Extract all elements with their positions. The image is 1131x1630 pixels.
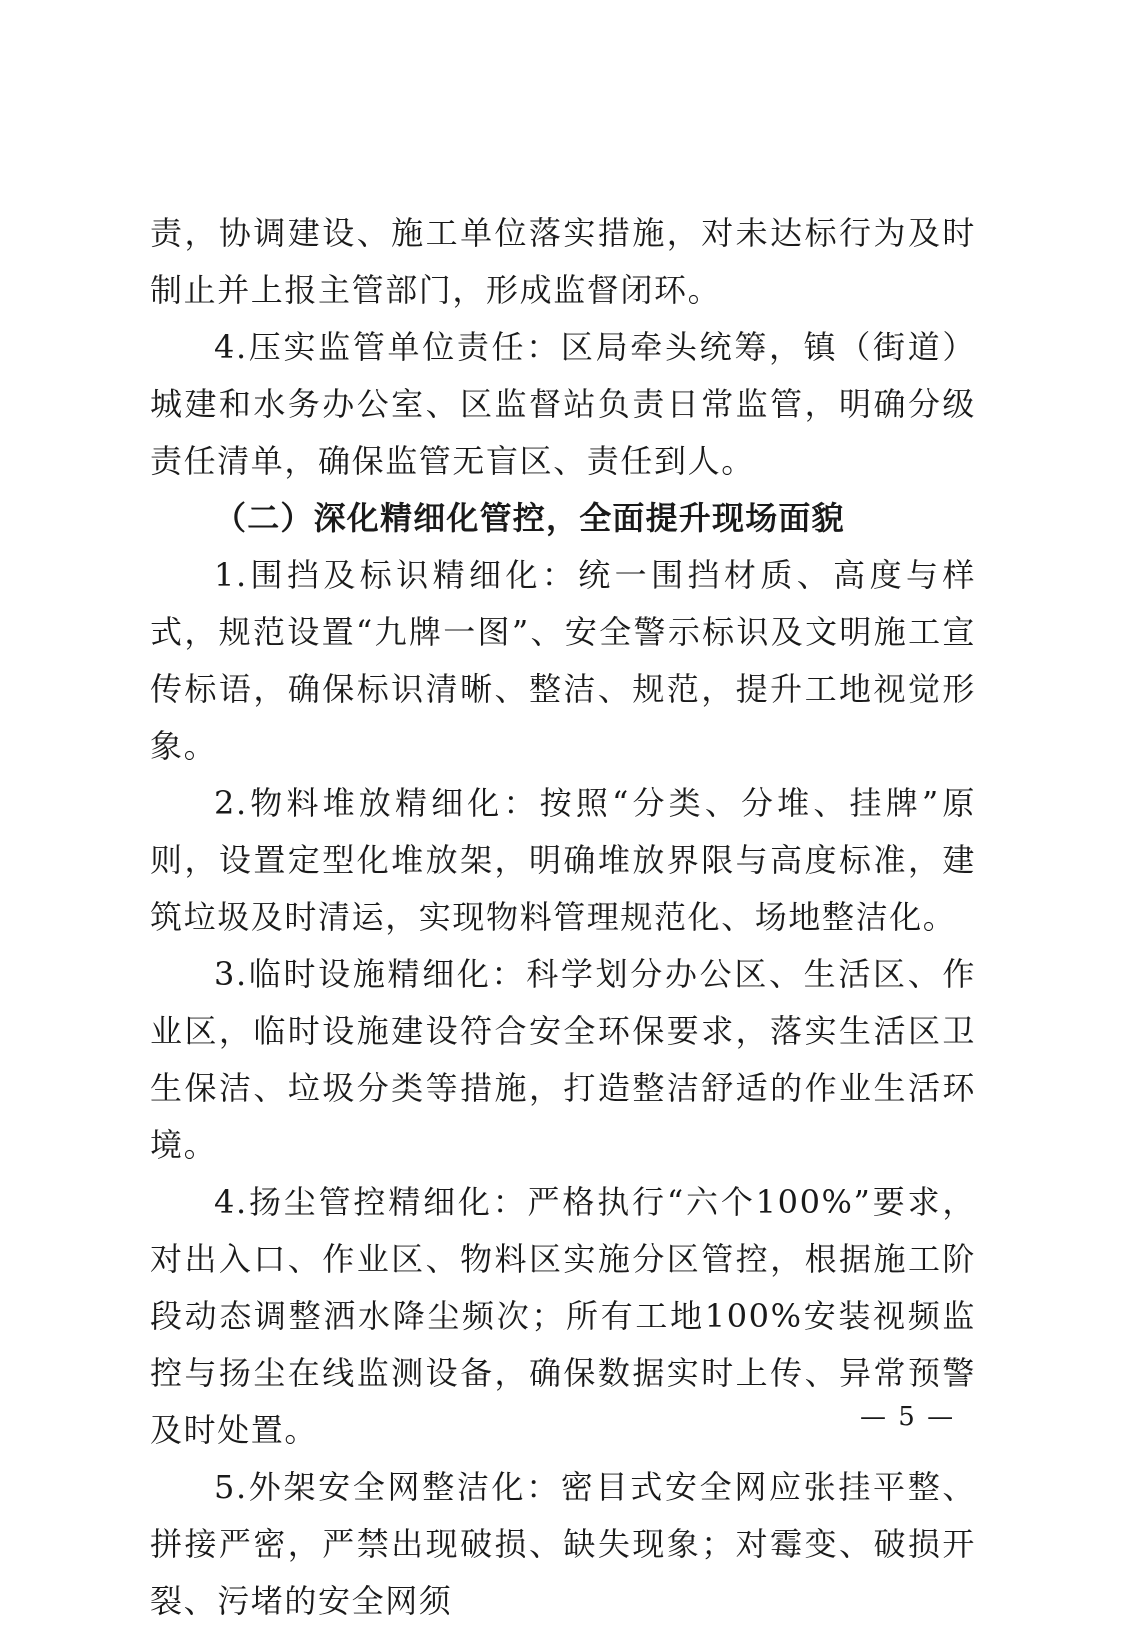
paragraph-safety-net: 5.外架安全网整洁化：密目式安全网应张挂平整、拼接严密，严禁出现破损、缺失现象；对霉变、破损开裂、污堵的安全网须 xyxy=(150,1468,976,1620)
section-heading: （二）深化精细化管控，全面提升现场面貌 xyxy=(214,499,845,537)
paragraph-material-stacking: 2.物料堆放精细化：按照“分类、分堆、挂牌”原则，设置定型化堆放架，明确堆放界限与高度标准，建筑垃圾及时清运，实现物料管理规范化、场地整洁化。 xyxy=(150,784,976,936)
paragraph-dust-control: 4.扬尘管控精细化：严格执行“六个100%”要求，对出入口、作业区、物料区实施分区管控，根据施工阶段动态调整洒水降尘频次；所有工地100%安装视频监控与扬尘在线监测设备，确保数据实时上传、异常预警及时处置。 xyxy=(150,1183,976,1449)
paragraph-hoarding-signage: 1.围挡及标识精细化：统一围挡材质、高度与样式，规范设置“九牌一图”、安全警示标识及文明施工宣传标语，确保标识清晰、整洁、规范，提升工地视觉形象。 xyxy=(150,556,976,765)
paragraph-temporary-facilities: 3.临时设施精细化：科学划分办公区、生活区、作业区，临时设施建设符合安全环保要求，落实生活区卫生保洁、垃圾分类等措施，打造整洁舒适的作业生活环境。 xyxy=(150,955,976,1164)
document-body xyxy=(150,205,976,1630)
paragraph-supervision-responsibility: 4.压实监管单位责任：区局牵头统筹，镇（街道）城建和水务办公室、区监督站负责日常监管，明确分级责任清单，确保监管无盲区、责任到人。 xyxy=(150,328,976,480)
paragraph-continued: 责，协调建设、施工单位落实措施，对未达标行为及时制止并上报主管部门，形成监督闭环。 xyxy=(150,214,976,309)
page-number: — 5 — xyxy=(860,1402,956,1432)
